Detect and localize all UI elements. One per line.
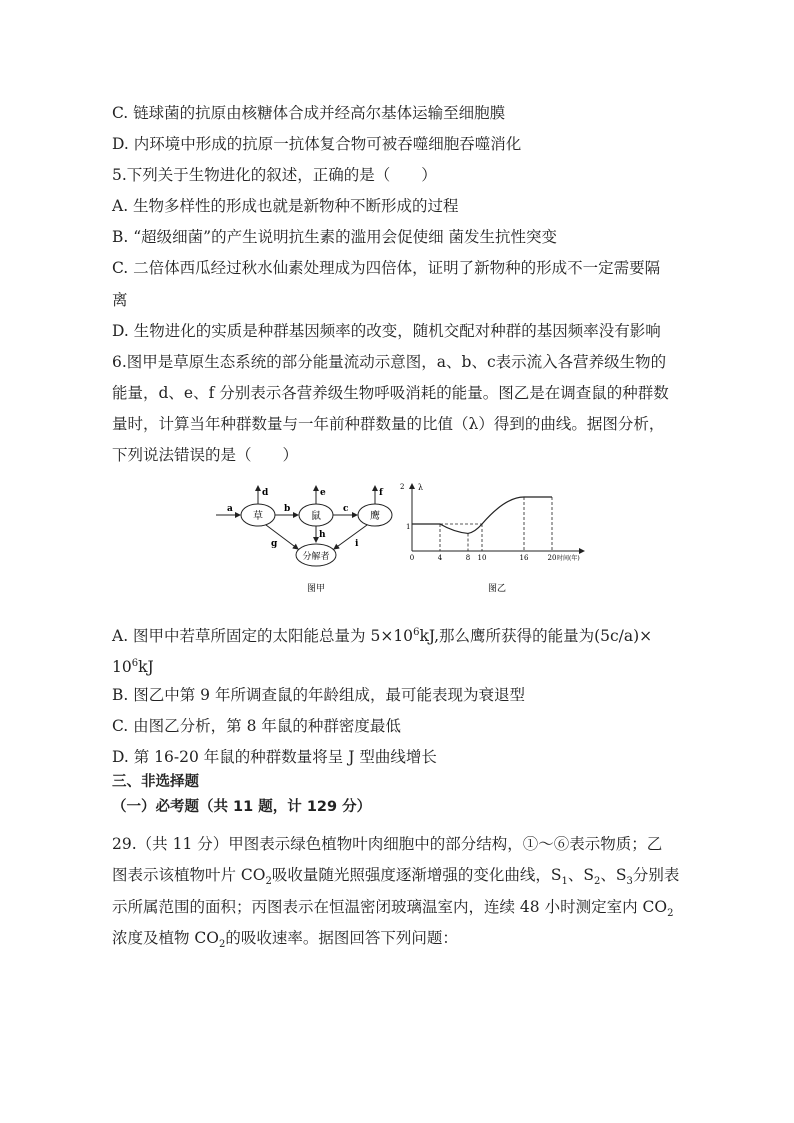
option-c-q6: C. 由图乙分析，第 8 年鼠的种群密度最低: [112, 717, 401, 735]
option-a-q6-part2: kJ,那么鹰所获得的能量为(5c/a)×: [419, 627, 653, 646]
option-c-q4: C. 链球菌的抗原由核糖体合成并经高尔基体运输至细胞膜: [112, 104, 506, 122]
arrow-label-b: b: [284, 504, 291, 514]
y-tick-1: 1: [406, 523, 411, 531]
arrow-label-i: i: [355, 539, 359, 549]
q29-text-d: 、S: [600, 866, 627, 884]
figure-jia-caption: 图甲: [306, 584, 326, 594]
question-29-cont3: [112, 928, 458, 955]
question-6-cont3: 下列说法错误的是（ ）: [112, 446, 299, 464]
q29-sub-e: 2: [667, 908, 674, 920]
option-a-q6-sup: 6: [413, 627, 420, 638]
option-b-q6: B. 图乙中第 9 年所调查鼠的年龄组成，最可能表现为衰退型: [112, 686, 525, 704]
question-6-cont1: 能量，d、e、f 分别表示各营养级生物呼吸消耗的能量。图乙是在调查鼠的种群数: [112, 384, 669, 402]
node-decomposer-label: 分解者: [302, 552, 330, 562]
option-a-q6-cont2: kJ: [138, 658, 154, 677]
arrow-label-c: c: [343, 504, 349, 514]
option-a-q5: A. 生物多样性的形成也就是新物种不断形成的过程: [112, 197, 459, 215]
question-29: 29.（共 11 分）甲图表示绿色植物叶肉细胞中的部分结构，①～⑥表示物质；乙: [112, 835, 663, 853]
x-axis-label: 时间(年): [557, 555, 580, 562]
question-6: 6.图甲是草原生态系统的部分能量流动示意图，a、b、c表示流入各营养级生物的: [112, 353, 667, 371]
q29-text-g: 浓度及植物 CO: [112, 929, 219, 947]
figure-yi-caption: 图乙: [487, 584, 507, 594]
x-tick-8: 8: [465, 554, 471, 562]
figure-jia-diagram: [212, 478, 592, 600]
option-a-q6-cont1: 10: [112, 658, 132, 677]
option-b-q5: B. “超级细菌”的产生说明抗生素的滥用会促使细 菌发生抗性突变: [112, 228, 558, 246]
node-hawk-label: 鹰: [370, 511, 380, 522]
question-29-cont1: [112, 865, 679, 892]
arrow-label-e: e: [320, 488, 326, 498]
option-c-q5: C. 二倍体西瓜经过秋水仙素处理成为四倍体，证明了新物种的形成不一定需要隔: [112, 259, 661, 277]
arrow-label-f: f: [379, 488, 383, 498]
arrow-label-g: g: [271, 539, 278, 549]
q29-text-b: 吸收量随光照强度逐渐增强的变化曲线，S: [271, 866, 562, 884]
subsection-heading: （一）必考题（共 11 题，计 129 分）: [112, 799, 372, 815]
arrow-label-d: d: [262, 488, 269, 498]
x-tick-20: 20: [547, 554, 557, 562]
q29-sub-f: 2: [219, 939, 226, 951]
x-tick-16: 16: [519, 554, 529, 562]
option-d-q4: D. 内环境中形成的抗原一抗体复合物可被吞噬细胞吞噬消化: [112, 135, 522, 153]
arrow-label-h: h: [319, 530, 326, 540]
q29-sub-a: 2: [265, 876, 272, 888]
x-tick-0: 0: [409, 554, 415, 562]
y-tick-2: 2: [400, 483, 405, 491]
section-heading: 三、非选择题: [112, 774, 199, 790]
option-a-q6: [112, 623, 652, 646]
option-d-q6: D. 第 16-20 年鼠的种群数量将呈 J 型曲线增长: [112, 748, 437, 766]
q29-sub-d: 3: [626, 876, 633, 888]
y-axis-label: λ: [418, 483, 424, 492]
x-tick-10: 10: [477, 554, 487, 562]
node-mouse-label: 鼠: [311, 511, 321, 522]
series-line: [412, 497, 552, 533]
option-a-q6-part1: A. 图甲中若草所固定的太阳能总量为 5×10: [112, 627, 414, 646]
q29-text-c: 、S: [567, 866, 594, 884]
q29-sub-c: 2: [594, 876, 601, 888]
q29-text-h: 的吸收速率。据图回答下列问题：: [225, 929, 458, 947]
q29-text-a: 图表示该植物叶片 CO: [112, 866, 266, 884]
figure-area: [212, 478, 592, 604]
figure-yi-chart: [400, 483, 584, 594]
option-c-q5-cont: 离: [112, 291, 128, 309]
option-d-q5: D. 生物进化的实质是种群基因频率的改变，随机交配对种群的基因频率没有影响: [112, 322, 661, 340]
question-29-cont2: [112, 897, 673, 924]
q29-text-e: 分别表: [632, 866, 680, 884]
question-5: 5.下列关于生物进化的叙述，正确的是（ ）: [112, 166, 437, 184]
option-a-q6-cont-sup: 6: [131, 658, 139, 669]
q29-text-f: 示所属范围的面积；丙图表示在恒温密闭玻璃温室内，连续 48 小时测定室内 CO: [112, 898, 668, 916]
node-grass-label: 草: [253, 511, 263, 522]
q29-sub-b: 1: [561, 876, 568, 888]
question-6-cont2: 量时，计算当年种群数量与一年前种群数量的比值（λ）得到的曲线。据图分析，: [112, 415, 665, 433]
x-tick-4: 4: [437, 554, 443, 562]
option-a-q6-cont: [112, 654, 154, 677]
arrow-label-a: a: [227, 504, 233, 514]
